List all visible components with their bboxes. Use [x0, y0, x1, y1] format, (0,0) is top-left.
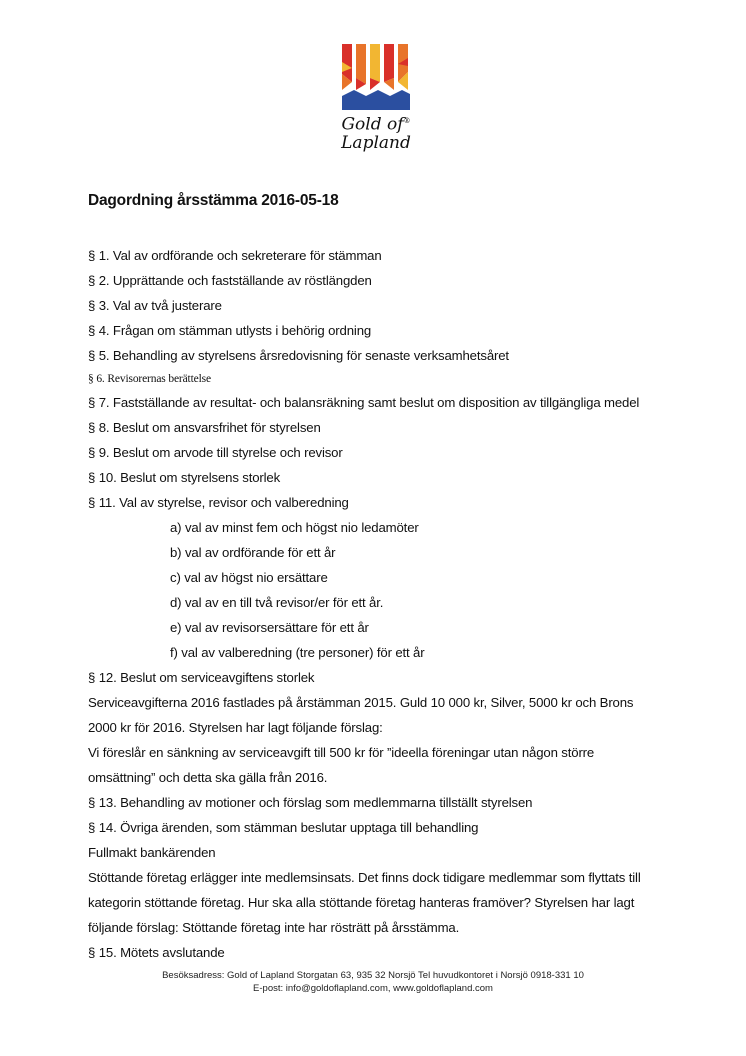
- agenda-line: § 1. Val av ordförande och sekreterare för stämman: [88, 248, 382, 263]
- agenda-line: § 11. Val av styrelse, revisor och valberedning: [88, 495, 349, 510]
- agenda-line: § 13. Behandling av motioner och förslag som medlemmarna tillställt styrelsen: [88, 795, 533, 810]
- agenda-line: § 2. Upprättande och fastställande av röstlängden: [88, 273, 372, 288]
- agenda-subitem: d) val av en till två revisor/er för ett år.: [170, 595, 384, 610]
- agenda-subitem: a) val av minst fem och högst nio ledamöter: [170, 520, 419, 535]
- agenda-line: § 7. Fastställande av resultat- och balansräkning samt beslut om disposition av tillgängliga medel: [88, 395, 640, 410]
- logo-wordmark: [336, 112, 416, 152]
- agenda-subitem: c) val av högst nio ersättare: [170, 570, 328, 585]
- agenda-subitem: e) val av revisorsersättare för ett år: [170, 620, 369, 635]
- agenda-line: § 8. Beslut om ansvarsfrihet för styrelsen: [88, 420, 321, 435]
- agenda-subitem: b) val av ordförande för ett år: [170, 545, 336, 560]
- agenda-line: 2000 kr för 2016. Styrelsen har lagt följande förslag:: [88, 720, 383, 735]
- registered-mark: ®: [403, 117, 411, 125]
- gold-of-lapland-logo: [336, 42, 416, 160]
- agenda-line: § 4. Frågan om stämman utlysts i behörig ordning: [88, 323, 372, 338]
- agenda-subitem: f) val av valberedning (tre personer) för ett år: [170, 645, 425, 660]
- logo-brand-line2: Lapland: [341, 132, 411, 153]
- agenda-line: § 15. Mötets avslutande: [88, 945, 225, 960]
- footer-contact: E-post: info@goldoflapland.com, www.goldoflapland.com: [253, 983, 493, 994]
- agenda-line: Vi föreslår en sänkning av serviceavgift till 500 kr för ”ideella föreningar utan någon större: [88, 745, 595, 760]
- agenda-line: följande förslag: Stöttande företag inte har rösträtt på årsstämma.: [88, 920, 460, 935]
- footer-address: Besöksadress: Gold of Lapland Storgatan 63, 935 32 Norsjö Tel huvudkontoret i Norsjö 0918-331 10: [162, 970, 584, 981]
- agenda-line: § 12. Beslut om serviceavgiftens storlek: [88, 670, 315, 685]
- agenda-line: § 3. Val av två justerare: [88, 298, 222, 313]
- agenda-line: Serviceavgifterna 2016 fastlades på årstämman 2015. Guld 10 000 kr, Silver, 5000 kr och Brons: [88, 695, 634, 710]
- page-footer: [0, 969, 746, 995]
- document-title: Dagordning årsstämma 2016-05-18: [88, 192, 339, 209]
- agenda-line: § 14. Övriga ärenden, som stämman beslutar upptaga till behandling: [88, 820, 479, 835]
- sunburst-logo-icon: [336, 42, 416, 110]
- agenda-line: kategorin stöttande företag. Hur ska alla stöttande företag hanteras framöver? Styrelsen har lagt: [88, 895, 635, 910]
- agenda-line: § 5. Behandling av styrelsens årsredovisning för senaste verksamhetsåret: [88, 348, 509, 363]
- agenda-line: § 6. Revisorernas berättelse: [88, 373, 211, 385]
- agenda-line: Stöttande företag erlägger inte medlemsinsats. Det finns dock tidigare medlemmar som flyttats till: [88, 870, 641, 885]
- agenda-line: Fullmakt bankärenden: [88, 845, 216, 860]
- agenda-line: § 9. Beslut om arvode till styrelse och revisor: [88, 445, 343, 460]
- agenda-line: omsättning” och detta ska gälla från 2016.: [88, 770, 328, 785]
- logo-brand-line1: Gold of: [341, 114, 404, 135]
- agenda-list: [88, 243, 688, 965]
- agenda-line: § 10. Beslut om styrelsens storlek: [88, 470, 281, 485]
